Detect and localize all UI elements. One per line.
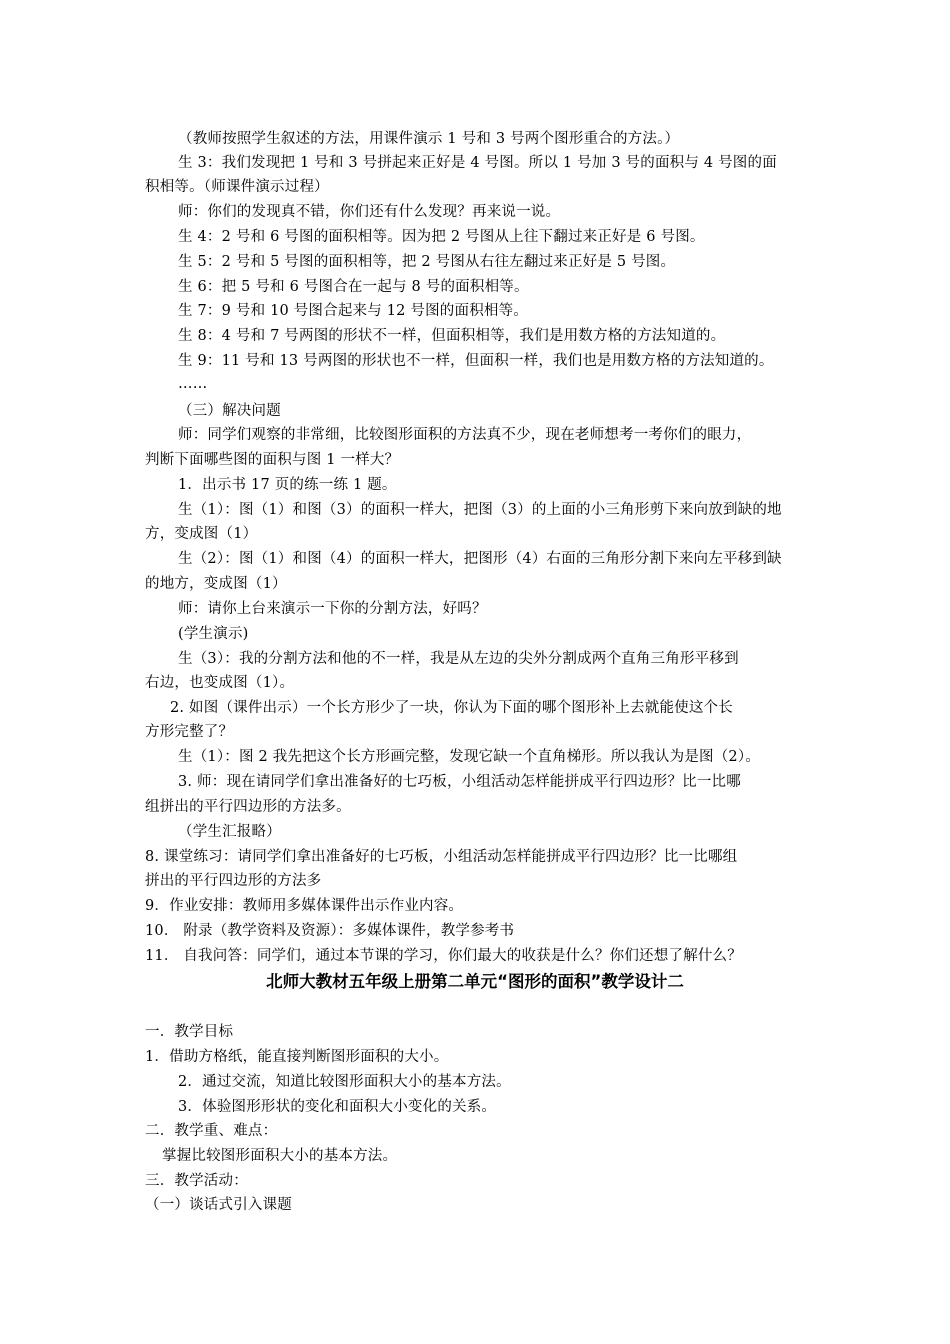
text-line: 的地方，变成图（1） <box>145 576 287 592</box>
text-line: …… <box>178 376 208 392</box>
text-line: 生 7：9 号和 10 号图合起来与 12 号图的面积相等。 <box>178 303 529 319</box>
section-heading: 三．教学活动： <box>145 1173 248 1189</box>
text-line: 8. 课堂练习：请同学们拿出准备好的七巧板，小组活动怎样能拼成平行四边形？比一比哪组 <box>145 849 738 865</box>
text-line: 生 6：把 5 号和 6 号图合在一起与 8 号的面积相等。 <box>178 279 529 295</box>
text-line: 11． 自我问答：同学们，通过本节课的学习，你们最大的收获是什么？你们还想了解什么？ <box>145 948 742 964</box>
text-line: 2．通过交流，知道比较图形面积大小的基本方法。 <box>178 1074 511 1090</box>
text-line: 掌握比较图形面积大小的基本方法。 <box>162 1148 398 1164</box>
text-line: 师：你们的发现真不错，你们还有什么发现？再来说一说。 <box>178 204 561 220</box>
text-line: 右边，也变成图（1）。 <box>145 675 295 691</box>
text-line: 生（2）：图（1）和图（4）的面积一样大，把图形（4）右面的三角形分割下来向左平移到缺 <box>178 551 782 567</box>
text-line: 师：同学们观察的非常细，比较图形面积的方法真不少，现在老师想考一考你们的眼力， <box>178 427 752 443</box>
section-heading: （三）解决问题 <box>178 403 281 419</box>
text-line: 2. 如图（课件出示）一个长方形少了一块，你认为下面的哪个图形补上去就能使这个长 <box>170 700 733 716</box>
text-line: 生（1）：图 2 我先把这个长方形画完整，发现它缺一个直角梯形。所以我认为是图（2）。 <box>178 749 760 765</box>
text-line: 10． 附录（教学资料及资源）：多媒体课件，教学参考书 <box>145 923 515 939</box>
text-line: 生（3）：我的分割方法和他的不一样，我是从左边的尖外分割成两个直角三角形平移到 <box>178 651 739 667</box>
text-line: 判断下面哪些图的面积与图 1 一样大？ <box>145 452 400 468</box>
text-line: 3．体验图形形状的变化和面积大小变化的关系。 <box>178 1099 497 1115</box>
text-line: 9．作业安排：教师用多媒体课件出示作业内容。 <box>145 898 464 914</box>
text-line: (学生演示) <box>178 626 249 642</box>
section-heading: 二．教学重、难点： <box>145 1123 278 1139</box>
text-line: 生 8：4 号和 7 号两图的形状不一样，但面积相等，我们是用数方格的方法知道的。 <box>178 328 726 344</box>
text-line: 生 9：11 号和 13 号两图的形状也不一样，但面积一样，我们也是用数方格的方法知道的。 <box>178 353 774 369</box>
text-line: 生 4：2 号和 6 号图的面积相等。因为把 2 号图从上往下翻过来正好是 6 号图。 <box>178 229 705 245</box>
text-line: 1．借助方格纸，能直接判断图形面积的大小。 <box>145 1049 449 1065</box>
document-title: 北师大教材五年级上册第二单元“图形的面积”教学设计二 <box>266 972 684 991</box>
text-line: （教师按照学生叙述的方法，用课件演示 1 号和 3 号两个图形重合的方法。） <box>178 131 680 147</box>
text-line: 3. 师：现在请同学们拿出准备好的七巧板，小组活动怎样能拼成平行四边形？比一比哪 <box>178 774 741 790</box>
text-line: 组拼出的平行四边形的方法多。 <box>145 799 351 815</box>
text-line: 生 3：我们发现把 1 号和 3 号拼起来正好是 4 号图。所以 1 号加 3 号的面积与 4 号图的面 <box>178 155 777 171</box>
text-line: 拼出的平行四边形的方法多 <box>145 873 322 889</box>
text-line: 生（1）：图（1）和图（3）的面积一样大，把图（3）的上面的小三角形剪下来向放到缺的地 <box>178 502 782 518</box>
text-line: （学生汇报略） <box>178 824 281 840</box>
text-line: 方形完整了？ <box>145 724 234 740</box>
text-line: 1．出示书 17 页的练一练 1 题。 <box>178 477 397 493</box>
section-heading: （一）谈话式引入课题 <box>145 1197 292 1213</box>
text-line: 积相等。（师课件演示过程） <box>145 179 329 195</box>
text-line: 方，变成图（1） <box>145 526 258 542</box>
text-line: 师：请你上台来演示一下你的分割方法，好吗？ <box>178 601 487 617</box>
text-line: 生 5：2 号和 5 号图的面积相等，把 2 号图从右往左翻过来正好是 5 号图。 <box>178 254 676 270</box>
section-heading: 一．教学目标 <box>145 1024 234 1040</box>
